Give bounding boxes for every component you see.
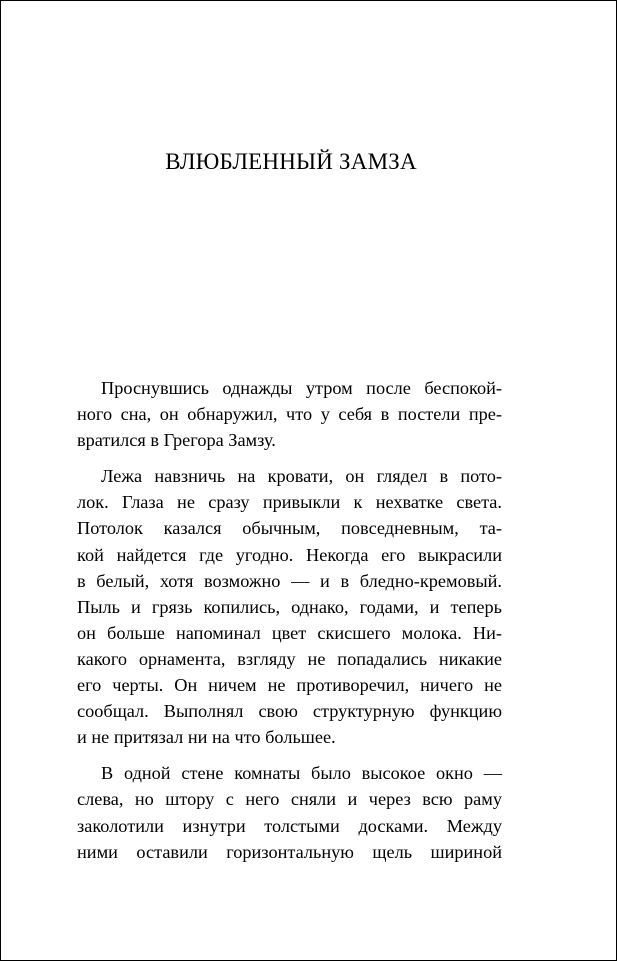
text-line: ними оставили горизонтальную щель шириной xyxy=(77,841,502,862)
text-line: кой найдется где угодно. Некогда его выкрасили xyxy=(77,544,502,565)
paragraph xyxy=(77,760,502,864)
text-line: ного сна, он обнаружил, что у себя в постели пре- xyxy=(77,404,502,425)
text-line: Потолок казался обычным, повседневным, та- xyxy=(77,518,502,539)
text-line: сообщал. Выполнял свою структурную функцию xyxy=(77,701,502,722)
chapter-title: ВЛЮБЛЕННЫЙ ЗАМЗА xyxy=(165,149,417,174)
text-line: слева, но штору с него сняли и через всю раму xyxy=(77,789,502,810)
text-line: в белый, хотя возможно — и в бледно-кремовый. xyxy=(77,570,502,591)
text-line: и не притязал ни на что большее. xyxy=(77,727,336,748)
text-line: Лежа навзничь на кровати, он глядел в пото- xyxy=(101,466,502,487)
chapter-body xyxy=(77,375,502,875)
text-line: В одной стене комнаты было высокое окно — xyxy=(101,763,502,784)
text-line: лок. Глаза не сразу привыкли к нехватке света. xyxy=(77,492,502,513)
text-line: Пыль и грязь копились, однако, годами, и теперь xyxy=(77,596,502,617)
text-line: вратился в Грегора Замзу. xyxy=(77,430,276,451)
paragraph xyxy=(77,463,502,750)
text-line: его черты. Он ничем не противоречил, ничего не xyxy=(77,675,502,696)
text-line: какого орнамента, взгляду не попадались никакие xyxy=(77,648,502,669)
paragraph xyxy=(77,375,502,453)
text-line: он больше напоминал цвет скисшего молока. Ни- xyxy=(77,622,502,643)
text-line: заколотили изнутри толстыми досками. Между xyxy=(77,815,502,836)
text-line: Проснувшись однажды утром после беспокой- xyxy=(101,378,502,398)
